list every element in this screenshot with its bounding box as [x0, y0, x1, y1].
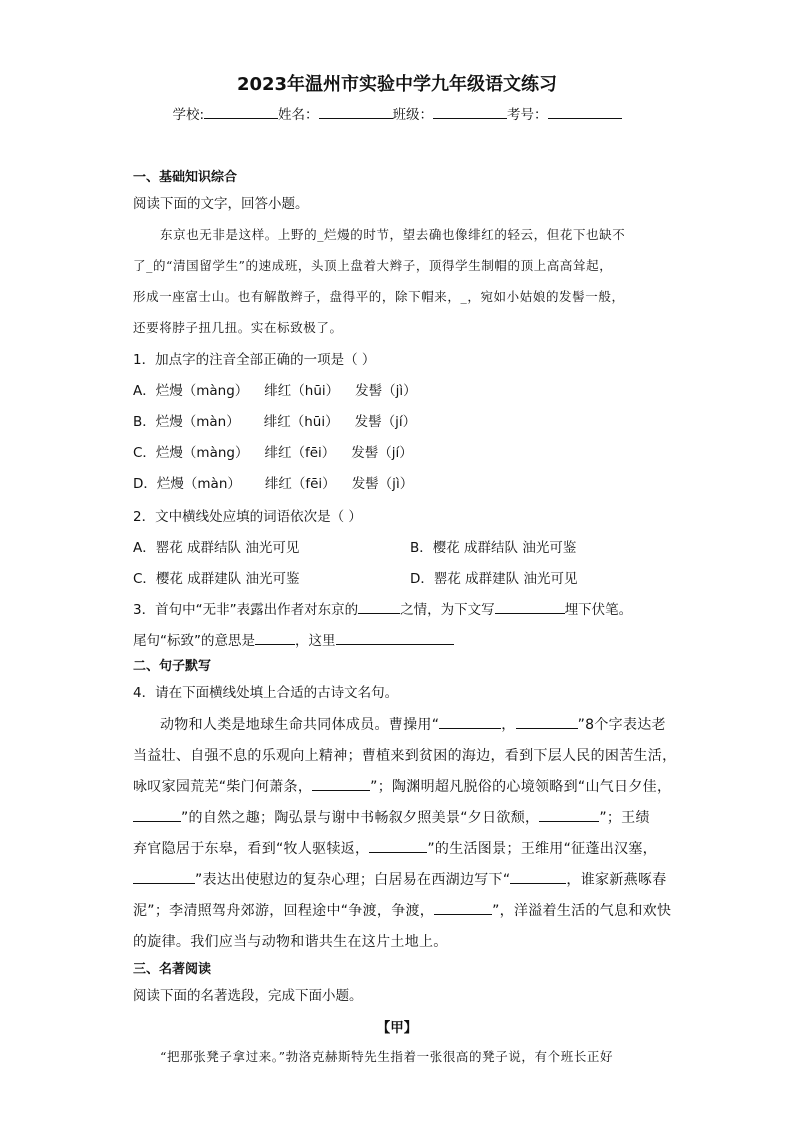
q4-text: 当益壮、自强不息的乐观向上精神；曹植来到贫困的海边，看到下层人民的困苦生活，	[133, 748, 677, 764]
q4-blank[interactable]	[516, 714, 578, 729]
q4-text: ”；陶渊明超凡脱俗的心境领略到“山气日夕佳，	[370, 779, 672, 795]
q4-text: ”8个字表达老	[577, 717, 666, 733]
q4-text: ，	[501, 717, 516, 733]
section-2-heading: 二、句子默写	[133, 659, 212, 674]
q3-text-c: 埋下伏笔。	[564, 602, 633, 618]
question-2-stem: 2．文中横线处应填的词语依次是（ ）	[133, 509, 362, 525]
question-2-option-d[interactable]: D．罂花 成群建队 油光可见	[410, 571, 578, 587]
question-4-line	[160, 714, 666, 734]
name-blank[interactable]	[319, 104, 393, 119]
section-1-intro: 阅读下面的文字，回答小题。	[133, 196, 309, 212]
school-blank[interactable]	[204, 104, 278, 119]
question-1-option-d[interactable]	[133, 472, 413, 492]
q4-text: 泥”；李清照驾舟郊游，回程途中“争渡，争渡，	[133, 903, 435, 919]
question-4-line	[133, 900, 671, 920]
student-info-line	[0, 103, 794, 123]
question-1-option-b[interactable]	[133, 410, 416, 430]
question-4-line	[133, 807, 650, 827]
option-a-part1: A．烂熳（màng）	[133, 383, 249, 399]
option-d-part1: D．烂熳（màn）	[133, 476, 241, 492]
q4-blank[interactable]	[510, 869, 566, 884]
q3-text-a: 3．首句中“无非”表露出作者对东京的	[133, 602, 359, 618]
q4-blank[interactable]	[133, 869, 195, 884]
q4-text: ”；王绩	[599, 810, 650, 826]
question-4-line	[133, 869, 667, 889]
option-b-part3: 发髻（jí）	[354, 414, 417, 430]
question-2-option-c[interactable]: C．樱花 成群建队 油光可鉴	[133, 571, 300, 587]
q4-text: 弃官隐居于东皋，看到“牧人驱犊返，	[133, 841, 370, 857]
q3-blank-4[interactable]	[336, 630, 454, 645]
q4-text: ”的自然之趣；陶弘景与谢中书畅叙夕照美景“夕日欲颓，	[181, 810, 540, 826]
option-d-part3: 发髻（jì）	[351, 476, 414, 492]
option-a-part3: 发髻（jì）	[355, 383, 417, 399]
q3-text-e: ，这里	[295, 633, 336, 649]
section-3-intro: 阅读下面的名著选段，完成下面小题。	[133, 988, 363, 1004]
name-label: 姓名：	[278, 107, 319, 123]
q3-blank-1[interactable]	[358, 599, 400, 614]
exam-no-label: 考号：	[507, 107, 548, 123]
option-c-part1: C．烂熳（màng）	[133, 445, 249, 461]
school-label: 学校:	[172, 107, 205, 123]
option-d-part2: 绯红（fēi）	[264, 476, 336, 492]
passage-line: 东京也无非是这样。上野的_烂熳的时节，望去确也像绯红的轻云，但花下也缺不	[160, 227, 626, 242]
question-4-line	[133, 931, 448, 951]
passage-line: 还要将脖子扭几扭。实在标致极了。	[133, 320, 343, 335]
question-4-line	[133, 745, 676, 765]
q3-text-d: 尾句“标致”的意思是	[133, 633, 255, 649]
q4-blank[interactable]	[439, 714, 501, 729]
option-c-part3: 发髻（jí）	[351, 445, 413, 461]
question-4-line	[133, 776, 671, 796]
q4-blank[interactable]	[539, 807, 599, 822]
exam-no-blank[interactable]	[548, 104, 622, 119]
q3-text-b: 之情，为下文写	[400, 602, 495, 618]
option-b-part2: 绯红（hūi）	[263, 414, 339, 430]
q4-text: ”的生活图景；王维用“征蓬出汉塞，	[427, 841, 657, 857]
question-1-option-c[interactable]	[133, 441, 413, 461]
question-2-option-a[interactable]: A．罂花 成群结队 油光可见	[133, 540, 300, 556]
q3-blank-3[interactable]	[255, 630, 295, 645]
excerpt-label: 【甲】	[376, 1020, 418, 1036]
option-a-part2: 绯红（hūi）	[264, 383, 340, 399]
section-1-heading: 一、基础知识综合	[133, 170, 238, 185]
q4-text: 的旋律。我们应当与动物和谐共生在这片土地上。	[133, 934, 448, 950]
page-title: 2023年温州市实验中学九年级语文练习	[236, 74, 558, 95]
q4-text: ”表达出使慰边的复杂心理；白居易在西湖边写下“	[195, 872, 511, 888]
section-3-heading: 三、名著阅读	[133, 962, 212, 977]
passage-line: 了_的“清国留学生”的速成班，头顶上盘着大辫子，顶得学生制帽的顶上高高耸起，	[133, 258, 613, 273]
q3-blank-2[interactable]	[495, 599, 565, 614]
q4-blank[interactable]	[434, 900, 492, 915]
q4-blank[interactable]	[369, 838, 427, 853]
question-4-stem: 4．请在下面横线处填上合适的古诗文名句。	[133, 685, 399, 701]
q4-text: ”，洋溢着生活的气息和欢快	[492, 903, 672, 919]
q4-text: 咏叹家园荒芜“柴门何萧条，	[133, 779, 313, 795]
option-c-part2: 绯红（fēi）	[264, 445, 336, 461]
q4-text: 动物和人类是地球生命共同体成员。曹操用“	[160, 717, 440, 733]
question-3-line-2	[133, 629, 454, 649]
question-1-stem: 1．加点字的注音全部正确的一项是（ ）	[133, 352, 376, 368]
class-blank[interactable]	[433, 104, 507, 119]
q4-text: ，谁家新燕啄春	[566, 872, 667, 888]
question-1-option-a[interactable]	[133, 379, 417, 399]
passage-line: 形成一座富士山。也有解散辫子，盘得平的，除下帽来，_，宛如小姑娘的发髻一般，	[133, 289, 625, 304]
class-label: 班级：	[392, 107, 434, 123]
question-3-line-1	[133, 598, 632, 618]
option-b-part1: B．烂熳（màn）	[133, 414, 240, 430]
excerpt-text: “把那张凳子拿过来。”勃洛克赫斯特先生指着一张很高的凳子说，有个班长正好	[160, 1049, 614, 1064]
question-4-line	[133, 838, 657, 858]
q4-blank[interactable]	[133, 807, 181, 822]
q4-blank[interactable]	[312, 776, 370, 791]
question-2-option-b[interactable]: B．樱花 成群结队 油光可鉴	[410, 540, 577, 556]
